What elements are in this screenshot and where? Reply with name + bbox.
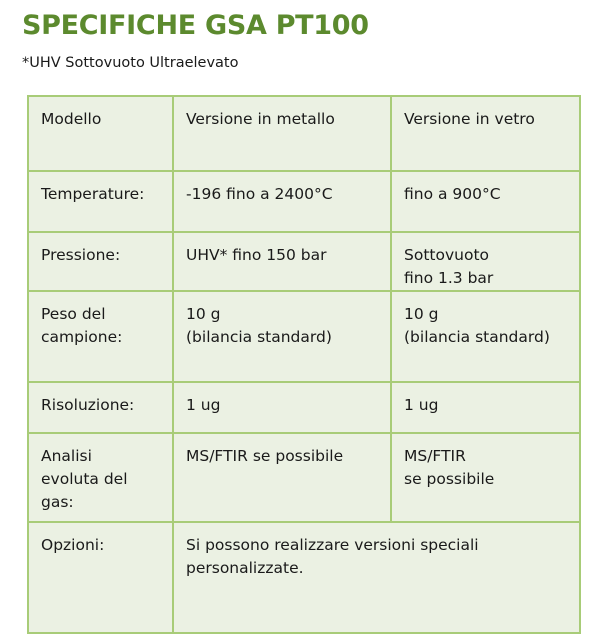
table-cell-label: Pressione: <box>28 232 173 291</box>
table-row-resolution <box>28 382 580 433</box>
table-cell-label: Peso del campione: <box>28 291 173 382</box>
page-subtitle: *UHV Sottovuoto Ultraelevato <box>22 55 239 71</box>
table-cell-glass: MS/FTIR se possibile <box>391 433 580 522</box>
table-row-pressure <box>28 232 580 291</box>
table-cell-glass: 1 ug <box>391 382 580 433</box>
table-cell-metal: Versione in metallo <box>173 96 391 171</box>
table-cell-metal: -196 fino a 2400°C <box>173 171 391 232</box>
page-title: SPECIFICHE GSA PT100 <box>22 10 369 41</box>
specifications-table <box>27 95 581 634</box>
table-row-options <box>28 522 580 633</box>
table-cell-metal: 10 g (bilancia standard) <box>173 291 391 382</box>
table-cell-label: Temperature: <box>28 171 173 232</box>
table-cell-options-value: Si possono realizzare versioni speciali personalizzate. <box>173 522 580 633</box>
table-cell-label: Opzioni: <box>28 522 173 633</box>
table-cell-glass: Sottovuoto fino 1.3 bar <box>391 232 580 291</box>
table-cell-glass: Versione in vetro <box>391 96 580 171</box>
table-row-temperature <box>28 171 580 232</box>
table-row-sample-weight <box>28 291 580 382</box>
table-cell-label: Analisi evoluta del gas: <box>28 433 173 522</box>
table-cell-glass: 10 g (bilancia standard) <box>391 291 580 382</box>
table-cell-metal: MS/FTIR se possibile <box>173 433 391 522</box>
table-cell-label: Risoluzione: <box>28 382 173 433</box>
table-cell-metal: UHV* fino 150 bar <box>173 232 391 291</box>
table-cell-glass: fino a 900°C <box>391 171 580 232</box>
table-row-gas-analysis <box>28 433 580 522</box>
table-cell-metal: 1 ug <box>173 382 391 433</box>
table-cell-label: Modello <box>28 96 173 171</box>
table-row-model <box>28 96 580 171</box>
